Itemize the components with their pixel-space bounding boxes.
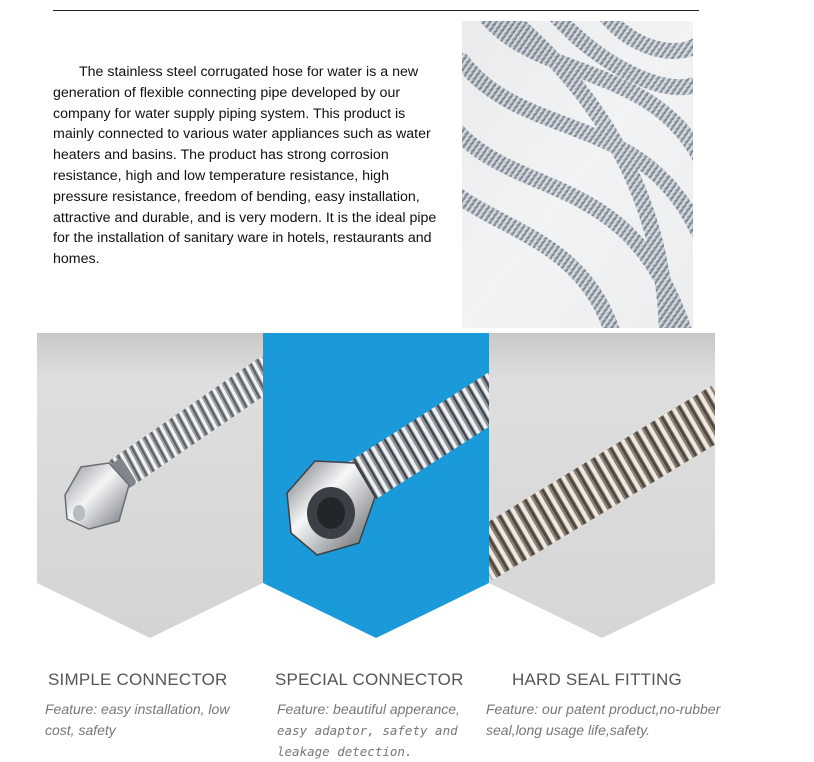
feature-desc-hard-seal-fitting — [486, 699, 756, 741]
feature-desc-special-connector — [277, 699, 482, 762]
feature-label: Feature: — [486, 701, 539, 717]
feature-text-line: our patent product,no-rubber — [542, 701, 721, 717]
hose-seal-fitting-icon — [489, 333, 715, 643]
feature-text-line: seal,long usage life,safety. — [486, 722, 650, 738]
feature-text-line: leakage detection. — [277, 744, 413, 759]
feature-text-line: beautiful apperance, — [333, 701, 460, 717]
panel-special-connector — [263, 333, 489, 643]
feature-label: Feature: — [45, 701, 98, 717]
hose-special-connector-icon — [263, 333, 489, 643]
feature-panels — [37, 333, 713, 643]
top-divider — [53, 10, 699, 11]
feature-text-line: easy adaptor, safety and — [277, 723, 458, 738]
feature-title-simple-connector: SIMPLE CONNECTOR — [48, 670, 228, 689]
hose-nut-connector-icon — [37, 333, 263, 643]
feature-text-line: easy installation, low — [101, 701, 230, 717]
feature-label: Feature: — [277, 701, 330, 717]
feature-title-special-connector: SPECIAL CONNECTOR — [275, 670, 464, 689]
coiled-hose-photo — [462, 21, 693, 328]
feature-title-hard-seal-fitting: HARD SEAL FITTING — [512, 670, 682, 689]
intro-paragraph: The stainless steel corrugated hose for water is a new generation of flexible connecting pipe developed by our company for water supply piping system. This product is mainly connected to various water appliances such as water heaters and basins. The product has strong corrosion resistance, high and low temperature resistance, high pressure resistance, freedom of bending, easy installation, attractive and durable, and is very modern. It is the ideal pipe for the installation of sanitary ware in hotels, restaurants and homes. — [53, 64, 437, 268]
feature-desc-simple-connector — [45, 699, 260, 741]
feature-text-line: cost, safety — [45, 722, 116, 738]
panel-simple-connector — [37, 333, 263, 643]
panel-hard-seal-fitting — [489, 333, 715, 643]
